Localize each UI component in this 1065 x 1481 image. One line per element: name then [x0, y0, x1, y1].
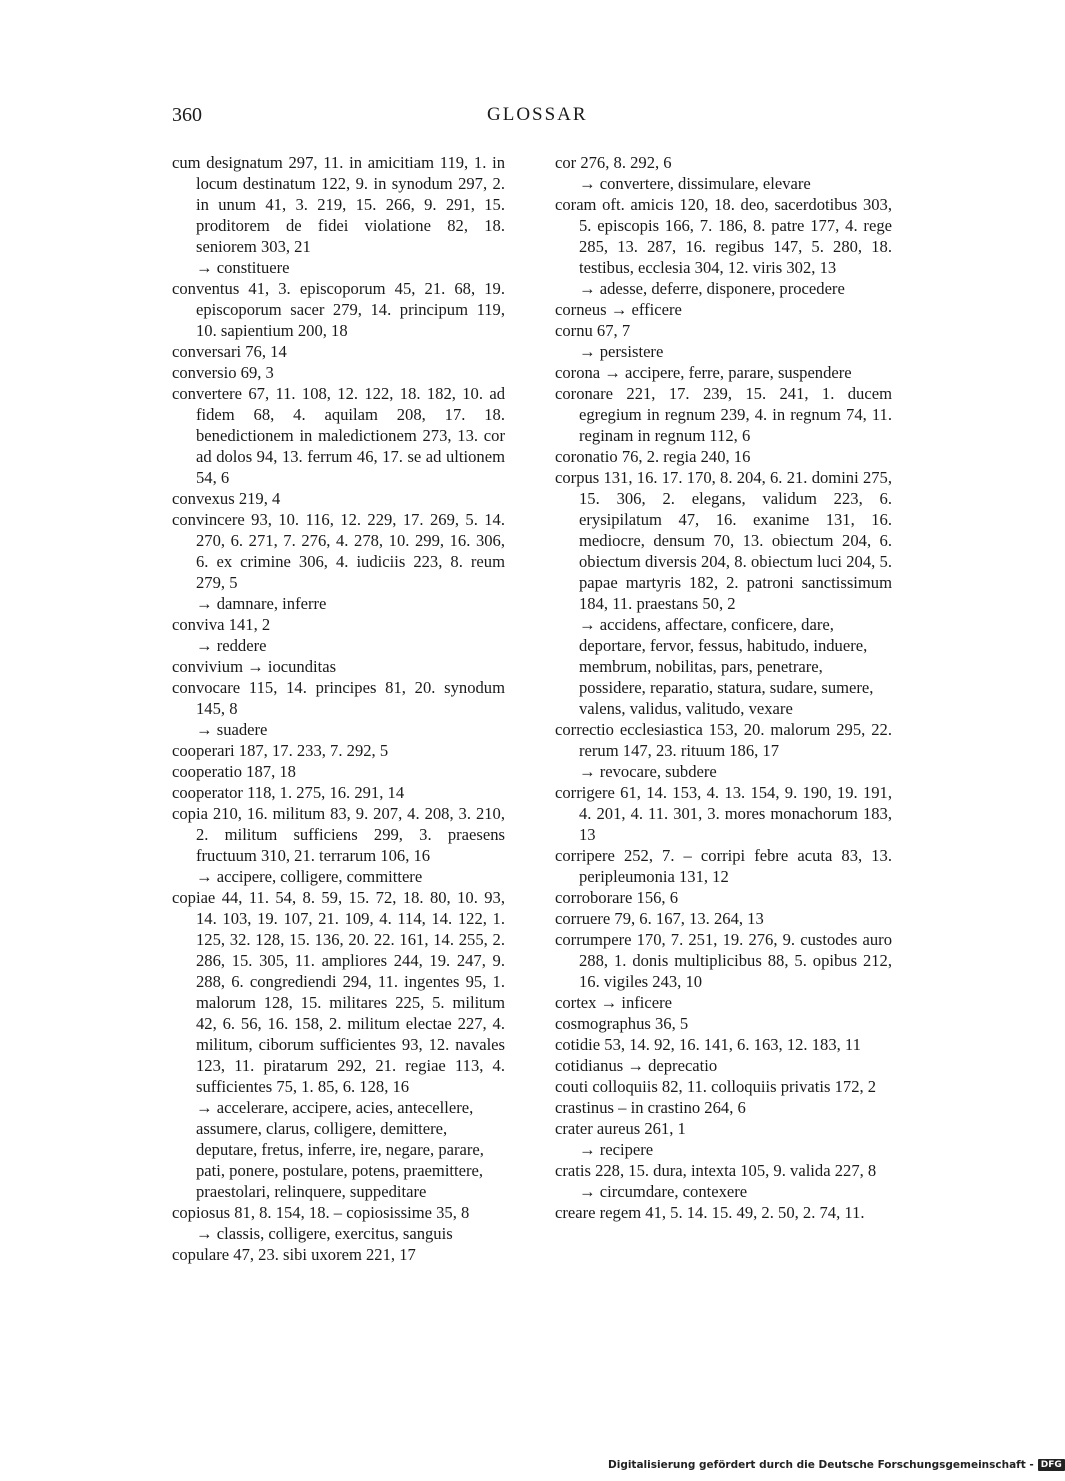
glossary-entry: conversari 76, 14	[172, 342, 287, 361]
glossary-entry: copulare 47, 23. sibi uxorem 221, 17	[172, 1245, 416, 1264]
footer-text: Digitalisierung gefördert durch die Deutsche Forschungsgemeinschaft -	[608, 1459, 1034, 1471]
glossary-entry: convocare 115, 14. principes 81, 20. synodum 145, 8	[172, 678, 505, 718]
glossary-entry: corneus → efficere	[555, 300, 682, 319]
page-header	[172, 104, 892, 134]
glossary-entry: cotidianus → deprecatio	[555, 1056, 718, 1075]
cross-reference: → convertere, dissimulare, elevare	[579, 174, 811, 193]
glossary-entry: corrigere 61, 14. 153, 4. 13. 154, 9. 190, 19. 191, 4. 201, 4. 11. 301, 3. mores monachorum 183, 13	[555, 783, 892, 844]
glossary-entry: convincere 93, 10. 116, 12. 229, 17. 269, 5. 14. 270, 6. 271, 7. 276, 4. 278, 10. 299, 16. 306, 6. ex crimine 306, 4. iudiciis 223, 8. reum 279, 5	[172, 510, 505, 592]
cross-reference: → damnare, inferre	[196, 594, 327, 613]
glossary-entry: cratis 228, 15. dura, intexta 105, 9. valida 227, 8	[555, 1161, 877, 1180]
glossary-entry: corruere 79, 6. 167, 13. 264, 13	[555, 909, 764, 928]
cross-reference: → revocare, subdere	[579, 762, 717, 781]
glossary-entry: corrumpere 170, 7. 251, 19. 276, 9. custodes auro 288, 1. donis multiplicibus 88, 5. opibus 212, 16. vigiles 243, 10	[555, 930, 892, 991]
page-number: 360	[172, 104, 202, 126]
cross-reference: → suadere	[196, 720, 268, 739]
glossary-entry: copiosus 81, 8. 154, 18. – copiosissime 35, 8	[172, 1203, 470, 1222]
running-head: GLOSSAR	[487, 104, 588, 125]
glossary-entry: cotidie 53, 14. 92, 16. 141, 6. 163, 12. 183, 11	[555, 1035, 861, 1054]
footer-credit	[608, 1459, 1065, 1471]
glossary-entry: cooperator 118, 1. 275, 16. 291, 14	[172, 783, 405, 802]
glossary-column-right	[555, 152, 892, 1223]
cross-reference: → accipere, colligere, committere	[196, 867, 423, 886]
cross-reference: → reddere	[196, 636, 267, 655]
cross-reference: → circumdare, contexere	[579, 1182, 748, 1201]
cross-reference: → classis, colligere, exercitus, sanguis	[196, 1224, 453, 1243]
dfg-logo: DFG	[1038, 1459, 1065, 1471]
glossary-entry: convertere 67, 11. 108, 12. 122, 18. 182, 10. ad fidem 68, 4. aquilam 208, 17. 18. benedictionem in maledictionem 273, 13. cor ad dolos 94, 13. ferrum 46, 17. se ad ultionem 54, 6	[172, 384, 505, 487]
glossary-entry: corpus 131, 16. 17. 170, 8. 204, 6. 21. domini 275, 15. 306, 2. elegans, validum 223, 6. erysipilatum 47, 16. exanime 131, 16. mediocre, densum 70, 13. obiectum 204, 6. obiectum diversis 204, 8. obiectum luci 204, 5. papae martyris 182, 2. patroni sanctissimum 184, 11. praestans 50, 2	[555, 468, 892, 613]
glossary-entry: crater aureus 261, 1	[555, 1119, 686, 1138]
glossary-entry: cortex → inficere	[555, 993, 673, 1012]
glossary-entry: couti colloquiis 82, 11. colloquiis privatis 172, 2	[555, 1077, 877, 1096]
cross-reference: → recipere	[579, 1140, 654, 1159]
glossary-entry: convexus 219, 4	[172, 489, 281, 508]
cross-reference: → persistere	[579, 342, 664, 361]
glossary-entry: correctio ecclesiastica 153, 20. malorum 295, 22. rerum 147, 23. rituum 186, 17	[555, 720, 892, 760]
glossary-entry: conversio 69, 3	[172, 363, 274, 382]
glossary-entry: crastinus – in crastino 264, 6	[555, 1098, 746, 1117]
glossary-entry: cosmographus 36, 5	[555, 1014, 689, 1033]
glossary-entry: copia 210, 16. militum 83, 9. 207, 4. 208, 3. 210, 2. militum sufficiens 299, 3. praesens fructuum 310, 21. terrarum 106, 16	[172, 804, 505, 865]
glossary-entry: cooperatio 187, 18	[172, 762, 296, 781]
glossary-entry: coronare 221, 17. 239, 15. 241, 1. ducem egregium in regnum 239, 4. in regnum 74, 11. reginam in regnum 112, 6	[555, 384, 892, 445]
cross-reference: → accelerare, accipere, acies, antecellere, assumere, clarus, colligere, demittere, deputare, fretus, inferre, ire, negare, parare, pati, ponere, postulare, potens, praemittere, praestolari, relinquere, suppeditare	[196, 1098, 484, 1201]
glossary-entry: coram oft. amicis 120, 18. deo, sacerdotibus 303, 5. episcopis 166, 7. 186, 8. patre 177, 4. rege 285, 13. 287, 16. regibus 147, 5. 280, 18. testibus, ecclesia 304, 12. viris 302, 13	[555, 195, 892, 277]
glossary-entry: creare regem 41, 5. 14. 15. 49, 2. 50, 2. 74, 11.	[555, 1203, 865, 1222]
glossary-entry: conviva 141, 2	[172, 615, 271, 634]
glossary-entry: cornu 67, 7	[555, 321, 631, 340]
glossary-entry: convivium → iocunditas	[172, 657, 337, 676]
glossary-entry: conventus 41, 3. episcoporum 45, 21. 68, 19. episcoporum sacer 279, 14. principum 119, 10. sapientium 200, 18	[172, 279, 505, 340]
glossary-entry: cooperari 187, 17. 233, 7. 292, 5	[172, 741, 389, 760]
glossary-entry: corripere 252, 7. – corripi febre acuta 83, 13. peripleumonia 131, 12	[555, 846, 892, 886]
glossary-entry: corroborare 156, 6	[555, 888, 679, 907]
cross-reference: → adesse, deferre, disponere, procedere	[579, 279, 845, 298]
glossary-entry: coronatio 76, 2. regia 240, 16	[555, 447, 751, 466]
cross-reference: → accidens, affectare, conficere, dare, deportare, fervor, fessus, habitudo, induere, membrum, nobilitas, pars, penetrare, possidere, reparatio, statura, sudare, sumere, valens, validus, valitudo, vexare	[579, 615, 874, 718]
glossary-entry: corona → accipere, ferre, parare, suspendere	[555, 363, 852, 382]
glossary-entry: copiae 44, 11. 54, 8. 59, 15. 72, 18. 80, 10. 93, 14. 103, 19. 107, 21. 109, 4. 114, 14. 122, 1. 125, 32. 128, 15. 136, 20. 22. 161, 14. 255, 2. 286, 15. 305, 11. ampliores 244, 19. 247, 9. 288, 6. congrediendi 294, 11. ingentes 95, 1. malorum 128, 15. militares 225, 5. militum 42, 6. 56, 16. 158, 2. militum electae 227, 4. militum, ciborum sufficientes 93, 12. navales 123, 11. piratarum 292, 21. regiae 113, 4. sufficientes 75, 1. 85, 6. 128, 16	[172, 888, 505, 1096]
glossary-entry: cum designatum 297, 11. in amicitiam 119, 1. in locum destinatum 122, 9. in synodum 297, 2. in unum 41, 3. 219, 15. 266, 9. 291, 15. proditorem de fidei violatione 82, 18. seniorem 303, 21	[172, 153, 505, 256]
glossary-column-left	[172, 152, 505, 1265]
cross-reference: → constituere	[196, 258, 290, 277]
glossary-entry: cor 276, 8. 292, 6	[555, 153, 672, 172]
